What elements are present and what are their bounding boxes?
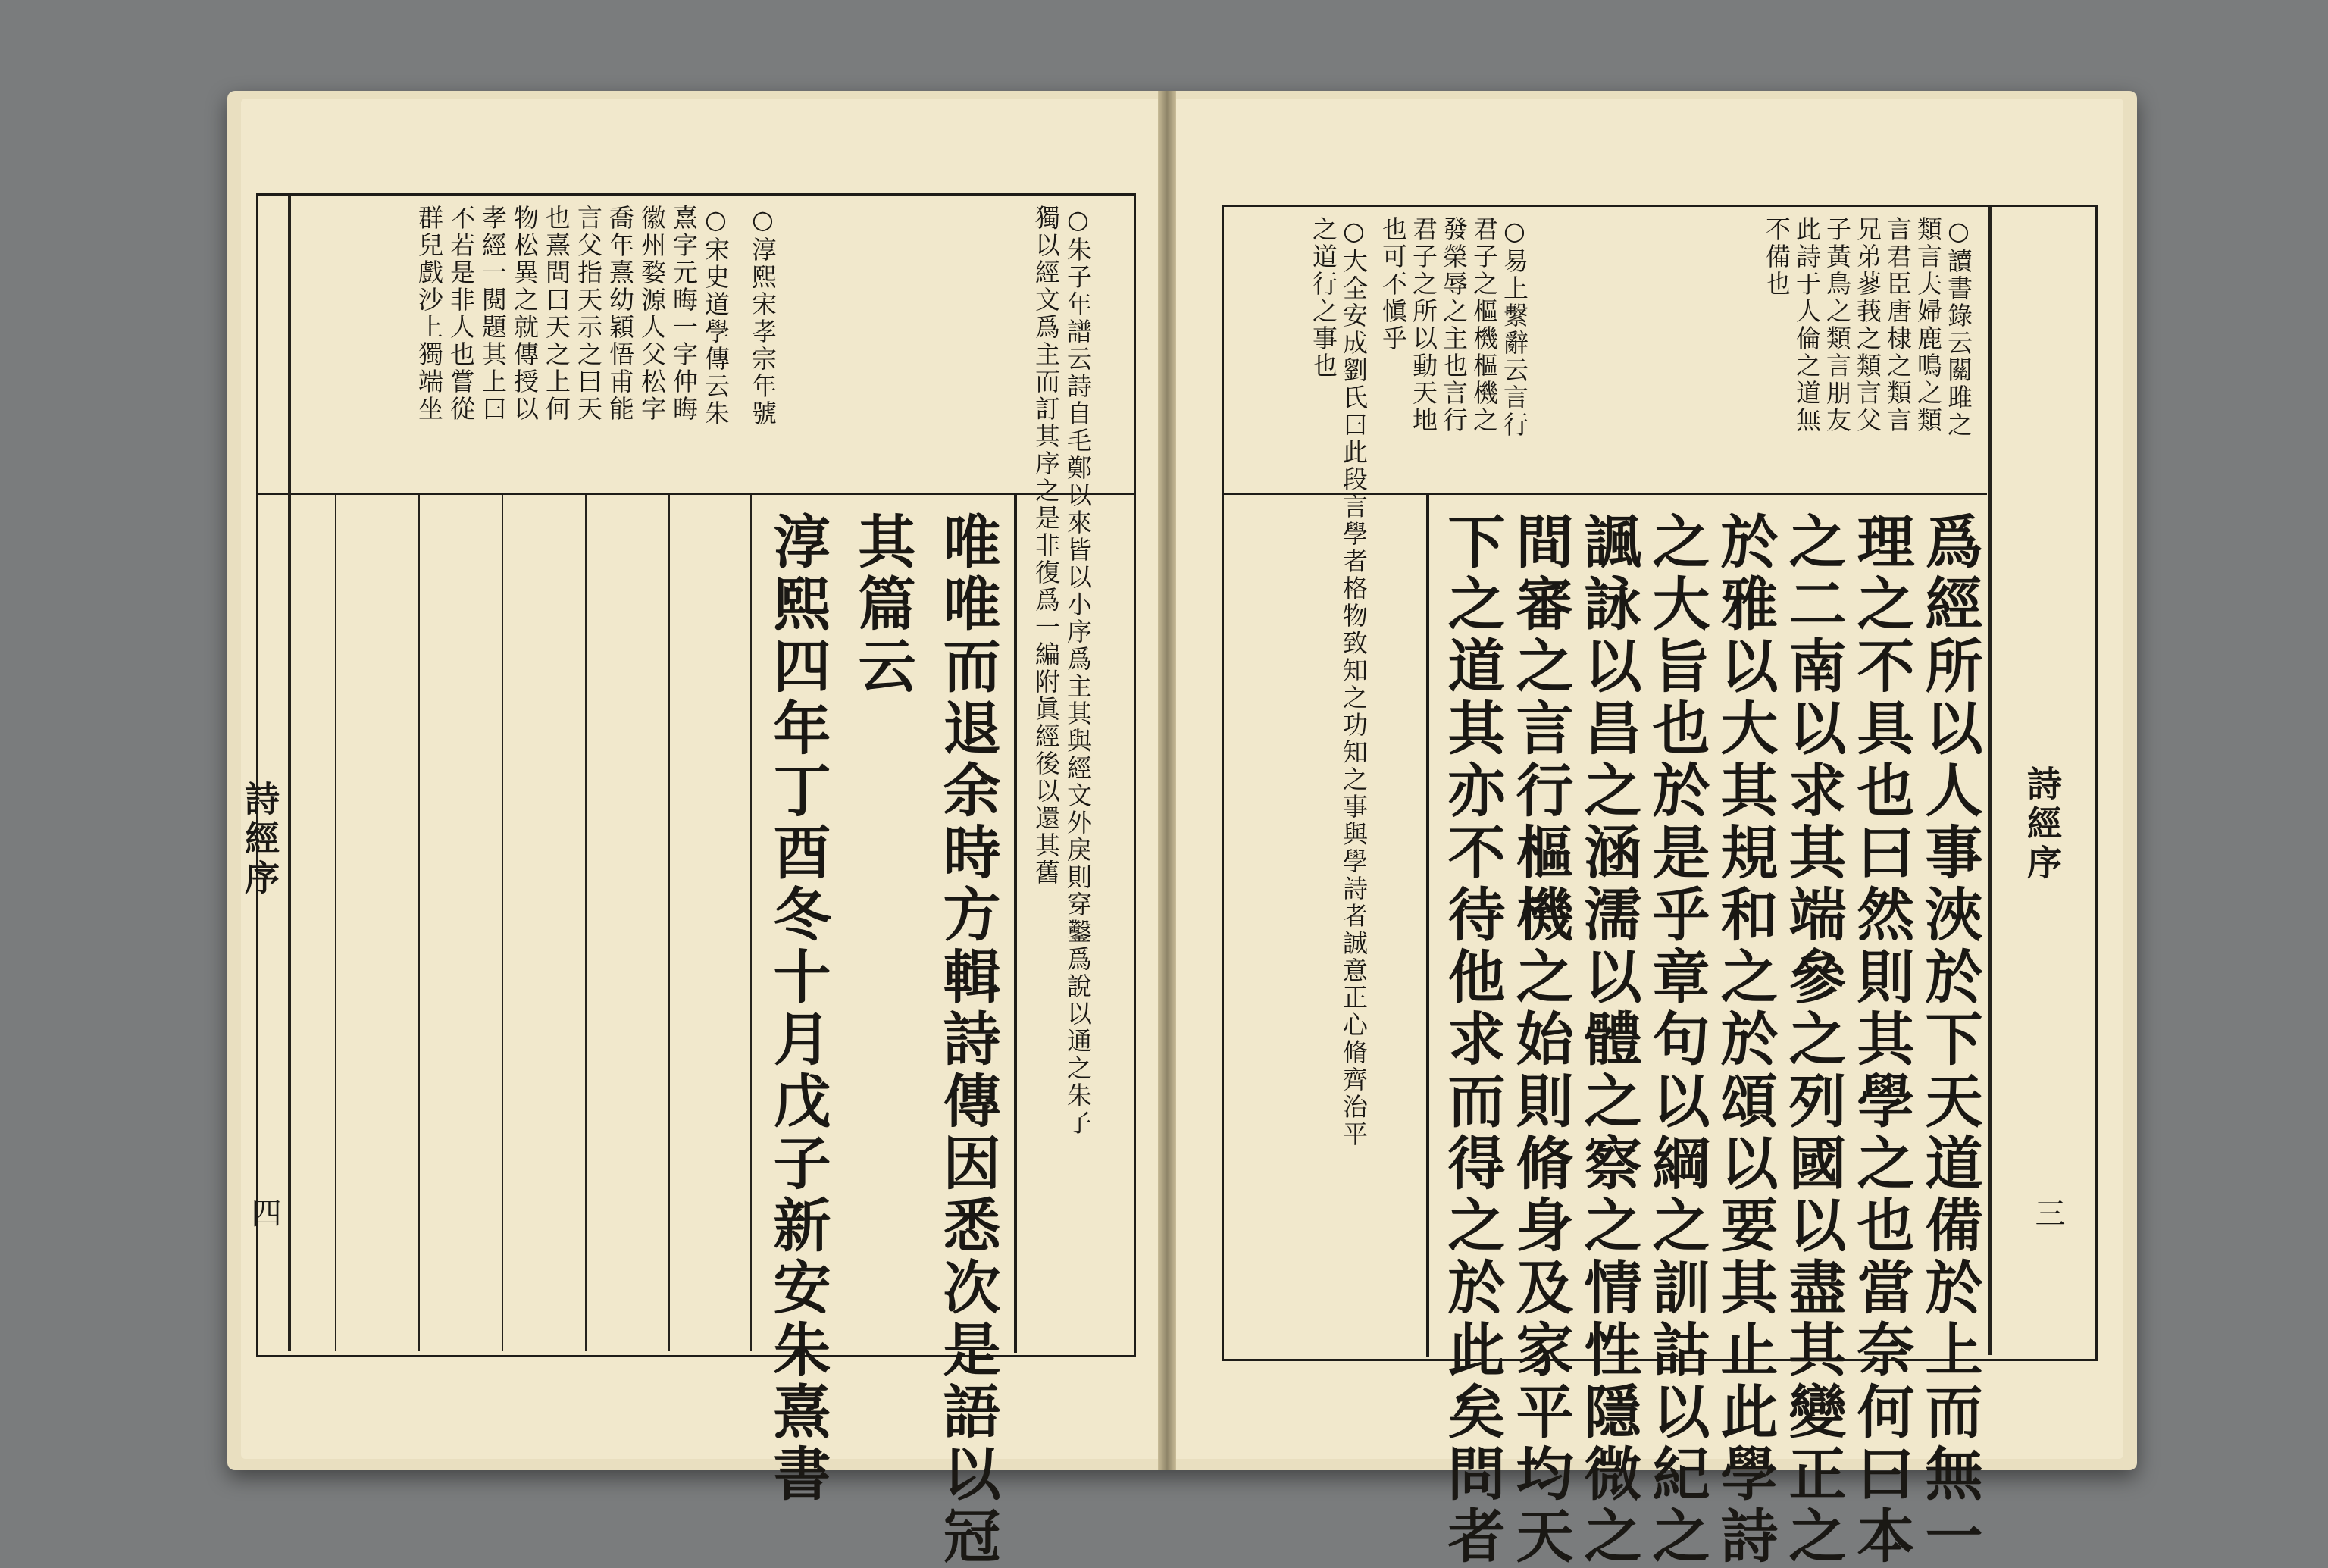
left-headnote-column: ○朱子年譜云詩自毛鄭以來皆以小序爲主其與經文外戾則穿鑿爲說以通之朱子 (1063, 205, 1093, 1137)
left-main-column: 淳熙四年丁酉冬十月戊子新安朱熹書 (764, 512, 831, 1506)
right-headnote-column: ○讀書錄云關雎之 (1944, 216, 1973, 439)
right-headnote-column: 之道行之事也 (1309, 216, 1338, 380)
right-headnote-column: 兄弟蓼莪之類言父 (1853, 216, 1882, 434)
right-headnote-column: 君子之樞機樞機之 (1469, 216, 1499, 434)
left-folio-number: 四 (246, 1197, 281, 1228)
right-main-column: 爲經所以人事浹於下天道備於上而無一 (1916, 512, 1983, 1568)
right-main-column: 於雅以大其規和之於頌以要其止此學詩 (1711, 512, 1779, 1568)
left-main-column: 唯唯而退余時方輯詩傳因悉次是語以冠 (934, 512, 1001, 1568)
left-page (239, 99, 1158, 1568)
right-main-column: 理之不具也曰然則其學之也當奈何曰本 (1848, 512, 1915, 1568)
left-spine-title: 詩經序 (239, 781, 280, 899)
left-headnote-column: 熹字元晦一字仲晦 (669, 205, 699, 423)
right-main-column: 之二南以求其端參之列國以盡其變正之 (1779, 512, 1847, 1568)
book-gutter (1158, 91, 1176, 1470)
right-main-column: 下之道其亦不待他求而得之於此矣問者 (1438, 512, 1506, 1568)
left-headnote-column: 不若是非人也嘗從 (446, 205, 476, 423)
right-headnote-column: ○易上繫辭云言行 (1500, 216, 1529, 439)
column-rule (335, 495, 336, 1351)
left-headnote-column: ○宋史道學傳云朱 (701, 205, 731, 427)
column-rule (585, 495, 587, 1351)
left-main-column: 其篇云 (849, 512, 916, 698)
left-headnote-column: 喬年熹幼穎悟甫能 (605, 205, 635, 423)
right-headnote-column: ○大全安成劉氏曰此段言學者格物致知之功知之事與學詩者誠意正心脩齊治平 (1339, 216, 1369, 1148)
left-headnote-column: 孝經一閱題其上曰 (478, 205, 508, 423)
right-headnote-column: 子黃鳥之類言朋友 (1823, 216, 1852, 434)
column-rule (502, 495, 503, 1351)
right-headnote-column: 也可不愼乎 (1378, 216, 1408, 352)
left-headnote-column: 也熹問曰天之上何 (542, 205, 571, 423)
left-headnote-column: 言父指天示之曰天 (574, 205, 603, 423)
right-folio-number: 三 (2030, 1197, 2065, 1228)
left-headnote-column: 群兒戲沙上獨端坐 (415, 205, 444, 423)
right-spine-title: 詩經序 (2022, 765, 2063, 884)
right-headnote-column: 不備也 (1762, 216, 1791, 298)
right-headnote-column: 此詩于人倫之道無 (1792, 216, 1822, 434)
right-headnote-column: 言君臣唐棣之類言 (1883, 216, 1913, 434)
right-headnote-column: 類言夫婦鹿鳴之類 (1913, 216, 1943, 434)
right-headnote-column: 發榮辱之主也言行 (1439, 216, 1469, 434)
hanshin-rule (1988, 207, 1992, 1355)
right-main-column: 諷詠以昌之涵濡以體之察之情性隱微之 (1575, 512, 1642, 1568)
right-headnote-column: 君子之所以動天地 (1409, 216, 1438, 434)
right-main-column: 間審之言行樞機之始則脩身及家平均天 (1507, 512, 1574, 1568)
open-book (227, 91, 2137, 1568)
right-main-column: 之大旨也於是乎章句以綱之訓詁以紀之 (1643, 512, 1710, 1568)
left-headnote-column: 徽州婺源人父松字 (637, 205, 667, 423)
left-headnote-column: 物松異之就傳授以 (510, 205, 540, 423)
hanshin-rule (288, 196, 291, 1351)
left-headnote-column: 獨以經文爲主而訂其序之是非復爲一編附眞經後以還其舊 (1031, 205, 1061, 887)
column-rule (750, 495, 752, 1351)
column-rule (418, 495, 420, 1351)
left-headnote-column: ○淳熙宋孝宗年號 (748, 205, 778, 427)
right-page (1176, 99, 2123, 1568)
column-rule (668, 495, 670, 1351)
